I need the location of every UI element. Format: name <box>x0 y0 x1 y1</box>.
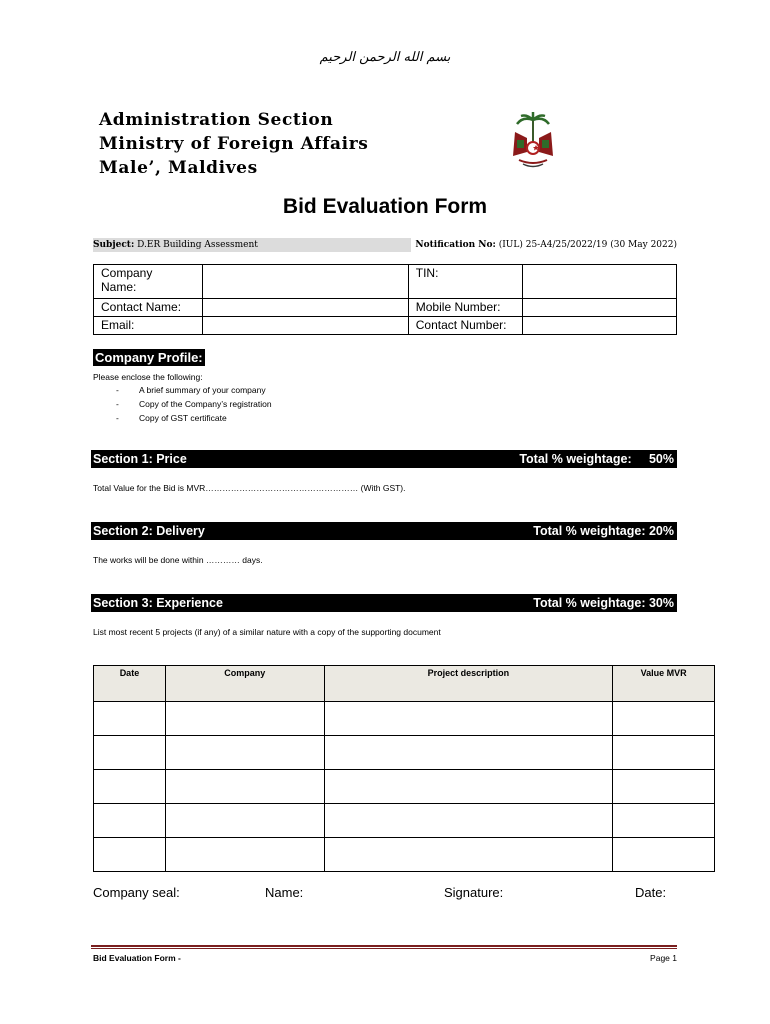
table-cell[interactable] <box>613 804 715 838</box>
signature-label: Signature: <box>444 885 504 900</box>
section-3-bar <box>91 594 677 612</box>
table-cell[interactable] <box>165 702 324 736</box>
footer-title: Bid Evaluation Form - <box>93 953 181 963</box>
section-1-weight: Total % weightage: 50% <box>519 452 674 466</box>
section-1-bar <box>91 450 677 468</box>
email-field[interactable] <box>203 317 408 335</box>
table-row <box>94 804 715 838</box>
table-row <box>94 736 715 770</box>
list-item: - A brief summary of your company <box>116 385 266 395</box>
section-3-label: Section 3: Experience <box>93 596 223 610</box>
company-name-label: Company Name: <box>94 265 203 299</box>
column-header-value: Value MVR <box>613 666 715 702</box>
subject <box>93 238 258 252</box>
org-line-3: Male’, Maldives <box>99 158 258 178</box>
name-label: Name: <box>265 885 304 900</box>
table-cell[interactable] <box>613 770 715 804</box>
section-3-weight: Total % weightage: 30% <box>533 596 674 610</box>
table-cell[interactable] <box>324 770 613 804</box>
org-line-2: Ministry of Foreign Affairs <box>99 134 369 154</box>
company-name-field[interactable] <box>203 265 408 299</box>
bismillah-header: بسم الله الرحمن الرحيم <box>319 50 451 65</box>
company-seal-label: Company seal: <box>93 885 180 900</box>
subject-label: Subject: <box>93 240 135 250</box>
section-1-label: Section 1: Price <box>93 452 187 466</box>
section-2-bar <box>91 522 677 540</box>
column-header-project-description: Project description <box>324 666 613 702</box>
footer-rule-thin <box>91 948 677 949</box>
section-3-text: List most recent 5 projects (if any) of a similar nature with a copy of the supporting document <box>93 627 441 637</box>
table-cell[interactable] <box>94 736 166 770</box>
page-title: Bid Evaluation Form <box>282 195 488 218</box>
table-row <box>94 838 715 872</box>
table-cell[interactable] <box>324 804 613 838</box>
table-cell[interactable] <box>324 736 613 770</box>
contact-name-label: Contact Name: <box>94 299 203 317</box>
table-header-row <box>94 666 715 702</box>
table-row <box>94 317 677 335</box>
list-item: - Copy of GST certificate <box>116 413 227 423</box>
table-cell[interactable] <box>324 702 613 736</box>
page-number: Page 1 <box>650 953 677 963</box>
maldives-emblem-icon <box>505 112 561 172</box>
date-label: Date: <box>635 885 667 900</box>
subject-value: D.ER Building Assessment <box>137 240 258 250</box>
company-info-table <box>93 264 677 335</box>
table-cell[interactable] <box>94 838 166 872</box>
column-header-company: Company <box>165 666 324 702</box>
notification <box>411 238 677 252</box>
list-item: - Copy of the Company’s registration <box>116 399 272 409</box>
section-2-label: Section 2: Delivery <box>93 524 205 538</box>
table-cell[interactable] <box>94 804 166 838</box>
table-cell[interactable] <box>165 838 324 872</box>
mobile-number-label: Mobile Number: <box>408 299 522 317</box>
company-profile-heading: Company Profile: <box>95 350 203 365</box>
table-cell[interactable] <box>94 770 166 804</box>
tin-field[interactable] <box>523 265 677 299</box>
table-cell[interactable] <box>165 770 324 804</box>
section-2-weight: Total % weightage: 20% <box>533 524 674 538</box>
tin-label: TIN: <box>408 265 522 299</box>
subject-row <box>93 238 677 252</box>
notification-label: Notification No: <box>415 240 496 250</box>
table-cell[interactable] <box>324 838 613 872</box>
table-cell[interactable] <box>165 804 324 838</box>
section-1-text: Total Value for the Bid is MVR……………………………………………… (With GST). <box>93 483 406 493</box>
org-line-1: Administration Section <box>99 110 334 130</box>
section-2-text: The works will be done within ………… days. <box>93 555 263 565</box>
profile-list <box>116 383 272 425</box>
contact-name-field[interactable] <box>203 299 408 317</box>
table-row <box>94 265 677 299</box>
table-row <box>94 702 715 736</box>
table-cell[interactable] <box>613 736 715 770</box>
contact-number-field[interactable] <box>523 317 677 335</box>
table-row <box>94 770 715 804</box>
email-label: Email: <box>94 317 203 335</box>
organization-block <box>99 108 368 180</box>
table-row <box>94 299 677 317</box>
table-cell[interactable] <box>613 702 715 736</box>
table-cell[interactable] <box>165 736 324 770</box>
table-cell[interactable] <box>94 702 166 736</box>
notification-value: (IUL) 25-A4/25/2022/19 (30 May 2022) <box>498 240 677 250</box>
column-header-date: Date <box>94 666 166 702</box>
mobile-number-field[interactable] <box>523 299 677 317</box>
contact-number-label: Contact Number: <box>408 317 522 335</box>
profile-intro: Please enclose the following: <box>93 372 203 382</box>
table-cell[interactable] <box>613 838 715 872</box>
footer-rule <box>91 945 677 947</box>
projects-table <box>93 665 715 872</box>
